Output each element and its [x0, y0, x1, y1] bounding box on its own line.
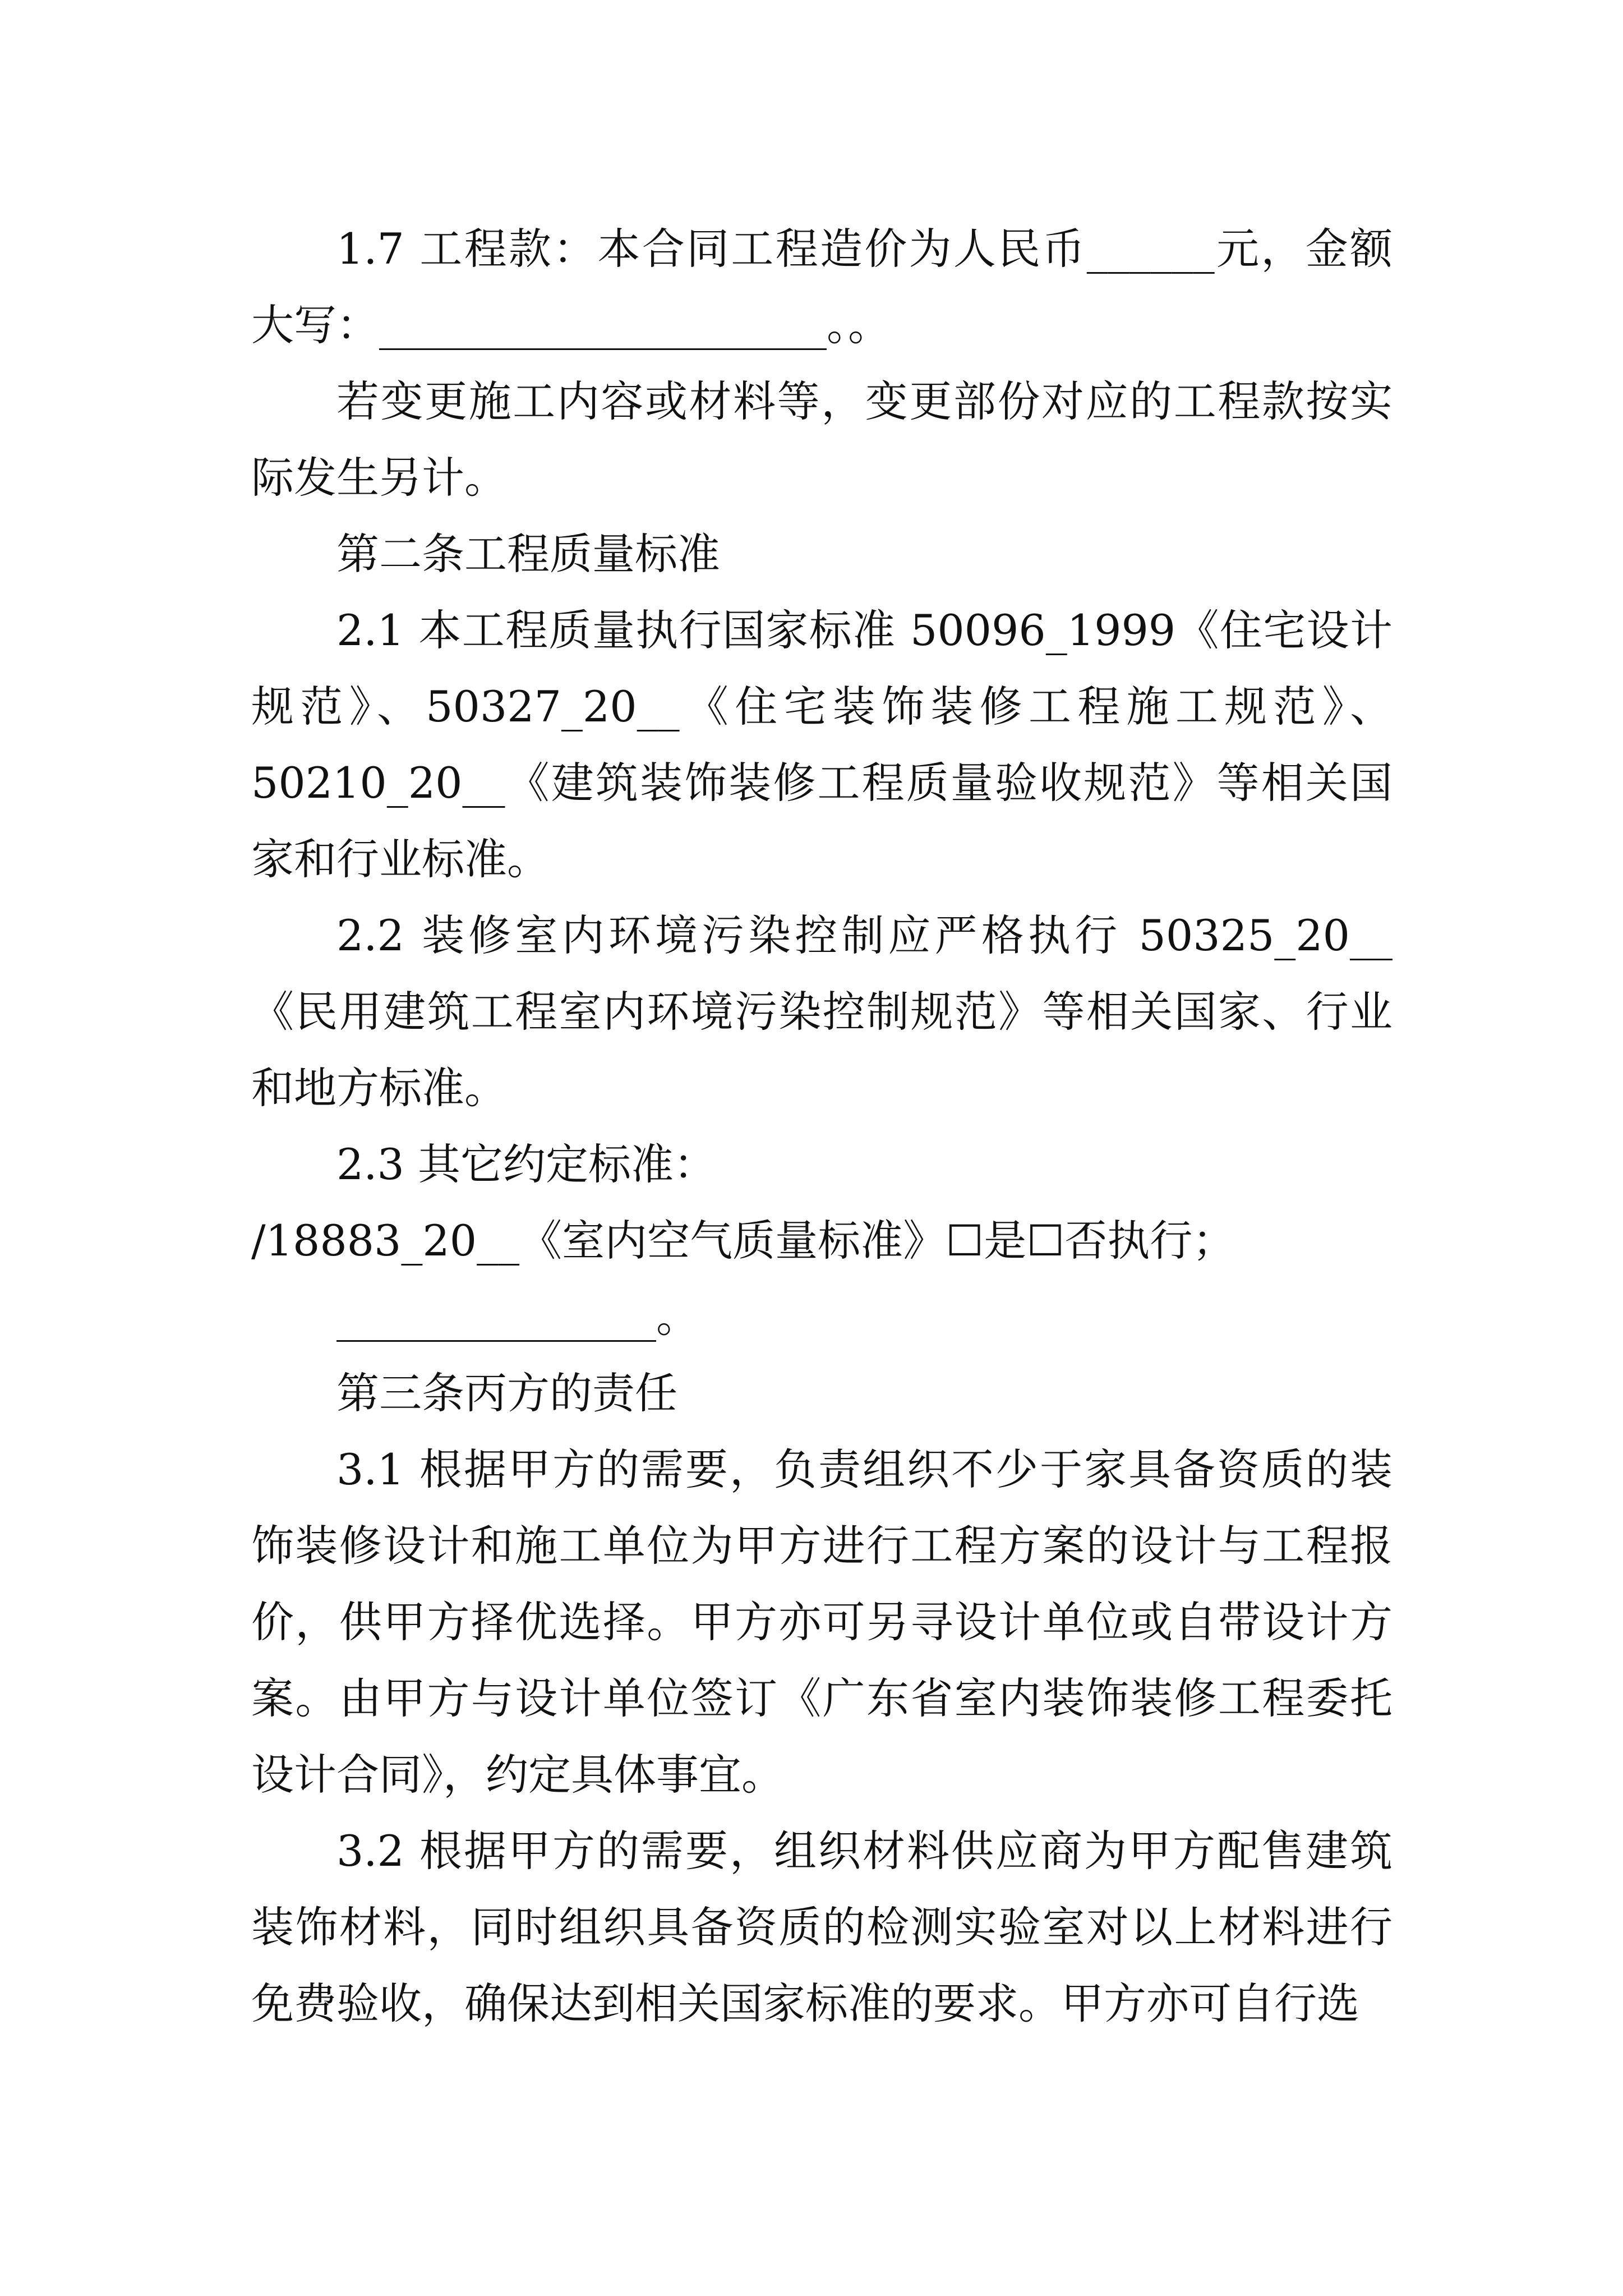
paragraph-2-1: 2.1 本工程质量执行国家标准 50096_1999《住宅设计规范》、50327_20__《住宅装饰装修工程施工规范》、50210_20__《建筑装饰装修工程质量验收规范》等相关国家和行业标准。	[251, 605, 1393, 884]
section-heading-quality-standard: 第二条工程质量标准	[336, 529, 720, 579]
paragraph-blank-line: _______________。	[336, 1292, 699, 1342]
paragraph-change-fee: 若变更施工内容或材料等，变更部份对应的工程款按实际发生另计。	[251, 376, 1393, 503]
paragraph-3-1: 3.1 根据甲方的需要，负责组织不少于家具备资质的装饰装修设计和施工单位为甲方进行工程方案的设计与工程报价，供甲方择优选择。甲方亦可另寻设计单位或自带设计方案。由甲方与设计单位签订《广东省室内装饰装修工程委托设计合同》，约定具体事宜。	[251, 1444, 1393, 1800]
paragraph-2-2: 2.2 装修室内环境污染控制应严格执行 50325_20__《民用建筑工程室内环境污染控制规范》等相关国家、行业和地方标准。	[251, 910, 1393, 1113]
paragraph-1-7-project-fee: 1.7 工程款：本合同工程造价为人民币______元，金额大写：_____________________。。	[251, 224, 1393, 350]
paragraph-2-3: 2.3 其它约定标准：	[336, 1139, 717, 1189]
document-body	[251, 211, 1393, 2042]
paragraph-3-2: 3.2 根据甲方的需要，组织材料供应商为甲方配售建筑装饰材料，同时组织具备资质的检测实验室对以上材料进行免费验收，确保达到相关国家标准的要求。甲方亦可自行选	[251, 1826, 1393, 2028]
paragraph-air-quality-standard: /18883_20__《室内空气质量标准》☐是☐否执行；	[251, 1216, 1235, 1266]
section-heading-party-c-duties: 第三条丙方的责任	[336, 1368, 677, 1418]
